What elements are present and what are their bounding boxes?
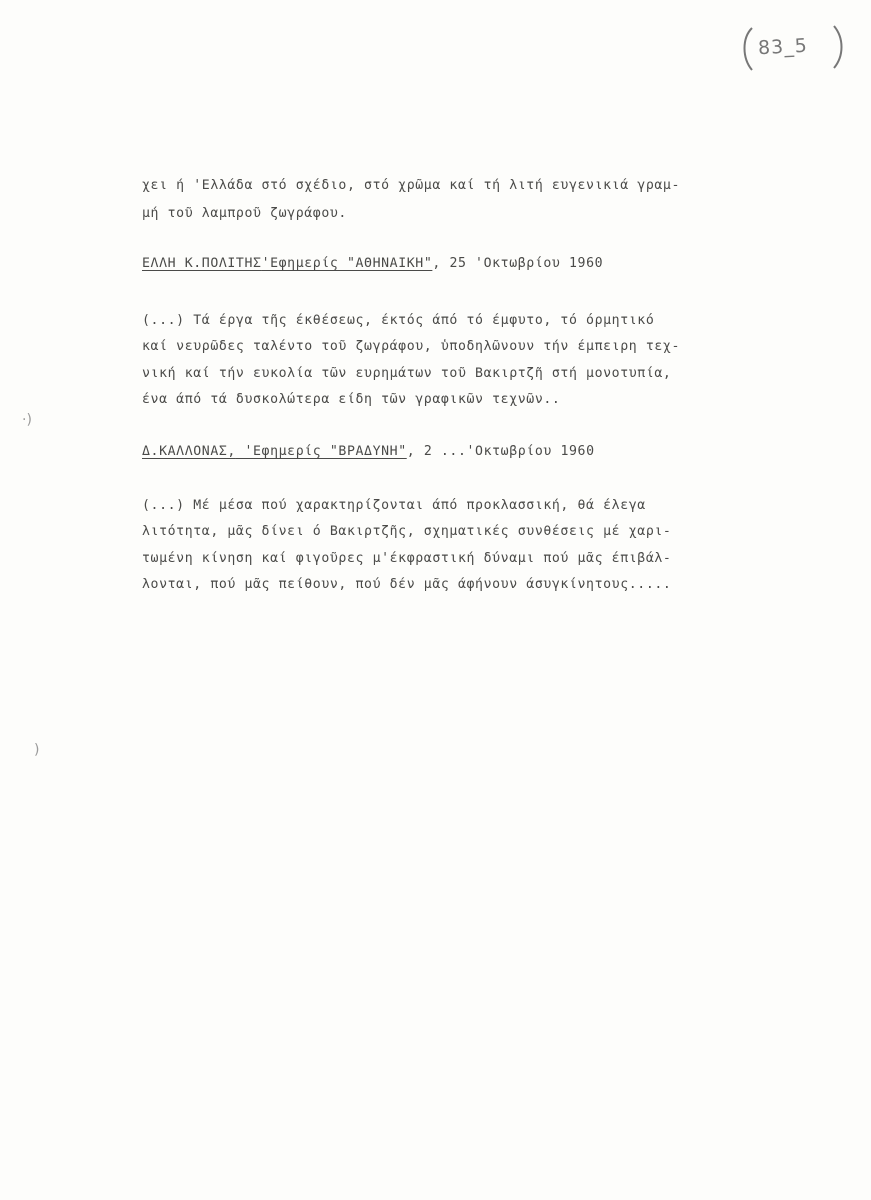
citation-author: Δ.ΚΑΛΛΟΝΑΣ, xyxy=(142,444,236,459)
citation-newspaper: 'Εφημερίς "ΒΡΑΔΥΝΗ" xyxy=(235,444,407,459)
text-line: μή τοῦ λαμπροῦ ζωγράφου. xyxy=(142,206,347,221)
punch-hole-mark-icon: ) xyxy=(34,742,40,758)
text-line: ένα άπό τά δυσκολώτερα είδη τῶν γραφικῶν τεχνῶν.. xyxy=(142,392,561,407)
citation-newspaper: 'Εφημερίς "ΑΘΗΝΑΙΚΗ" xyxy=(261,256,433,271)
folio-annotation xyxy=(738,22,848,74)
text-line: (...) Μέ μέσα πού χαρακτηρίζονται άπό προκλασσική, θά έλεγα xyxy=(142,498,646,513)
text-line: (...) Τά έργα τῆς έκθέσεως, έκτός άπό τό έμφυτο, τό όρμητικό xyxy=(142,313,655,328)
citation-date: , 2 ...'Οκτωβρίου 1960 xyxy=(406,444,595,459)
text-line: τωμένη κίνηση καί φιγοῦρες μ'έκφραστική δύναμι πού μᾶς έπιβάλ- xyxy=(142,551,672,566)
text-line: λιτότητα, μᾶς δίνει ό Βακιρτζῆς, σχηματικές συνθέσεις μέ χαρι- xyxy=(142,524,672,539)
citation-author: ΕΛΛΗ Κ.ΠΟΛΙΤΗΣ xyxy=(142,256,262,271)
source-citation-2 xyxy=(142,444,595,459)
text-line: λονται, πού μᾶς πείθουν, πού δέν μᾶς άφήνουν άσυγκίνητους..... xyxy=(142,577,672,592)
citation-date: , 25 'Οκτωβρίου 1960 xyxy=(432,256,604,271)
punch-hole-mark-icon: ·) xyxy=(22,412,32,428)
text-line: χει ή 'Ελλάδα στό σχέδιο, στό χρῶμα καί τή λιτή ευγενικιά γραμ- xyxy=(142,178,680,193)
source-citation-1 xyxy=(142,256,603,271)
folio-number: 83_5 xyxy=(757,34,809,60)
text-line: καί νευρῶδες ταλέντο τοῦ ζωγράφου, ὑποδηλῶνουν τήν έμπειρη τεχ- xyxy=(142,339,680,354)
text-line: νική καί τήν ευκολία τῶν ευρημάτων τοῦ Βακιρτζῆ στή μονοτυπία, xyxy=(142,366,672,381)
